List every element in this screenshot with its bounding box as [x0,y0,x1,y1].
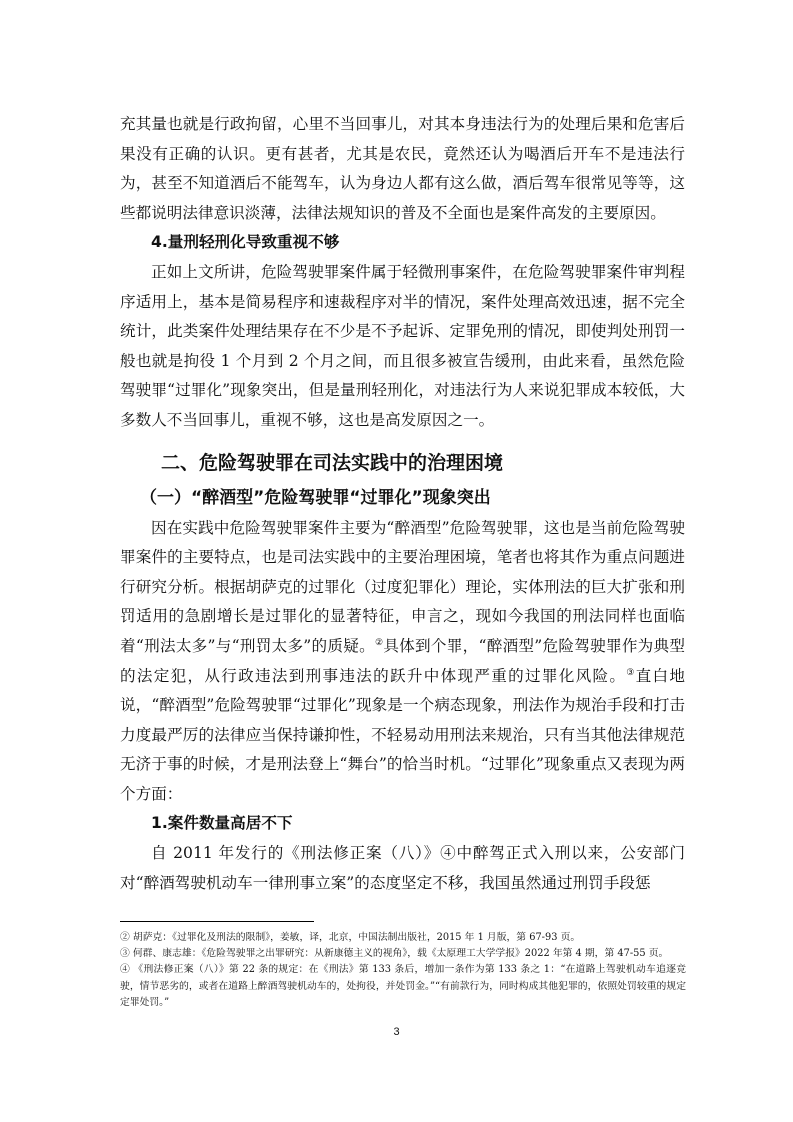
footnote-ref-2[interactable]: ② [374,637,384,648]
footnote-ref-3[interactable]: ③ [626,667,636,678]
subheading-sentencing-leniency: 4.量刑轻刑化导致重视不够 [151,233,340,252]
section-heading: 二、危险驾驶罪在司法实践中的治理困境 [161,451,504,474]
footnotes [120,930,686,1011]
paragraph-text-c: 直白地说，“醉酒型”危险驾驶罪“过罪化”现象是一个病态现象，刑法作为规治手段和打击力度最严厉的法律应当保持谦抑性，不轻易动用刑法来规治，只有当其他法律规范无济于事的时候，才是刑法登上“舞台”的恰当时机。“过罪化”现象重点又表现为两个方面： [120,666,685,803]
paragraph-sentencing: 正如上文所讲，危险驾驶罪案件属于轻微刑事案件，在危险驾驶罪案件审判程序适用上，基本是简易程序和速裁程序对半的情况，案件处理高效迅速，据不完全统计，此类案件处理结果存在不少是不予起诉、定罪免刑的情况，即使判处刑罚一般也就是拘役 1 个月到 2 个月之间，而且很多被宣告缓刑，由此来看，虽然危险驾驶罪“过罪化”现象突出，但是量刑轻刑化，对违法行为人来说犯罪成本较低，大多数人不当回事儿，重视不够，这也是高发原因之一。 [120,262,685,429]
footnote-4: ④ 《刑法修正案（八）》第 22 条的规定：在《刑法》第 133 条后，增加一条作为第 133 条之 1：“在道路上驾驶机动车追逐竞驶，情节恶劣的，或者在道路上醉酒驾驶机动车的，处拘役，并处罚金。”“有前款行为，同时构成其他犯罪的，依照处罚较重的规定定罪处罚。” [120,964,686,1008]
paragraph-text-b: 具体到个罪，“醉酒型”危险驾驶罪作为典型的法定犯，从行政违法到刑事违法的跃升中体现严重的过罪化风险。 [120,636,685,685]
paragraph-text-a: 因在实践中危险驾驶罪案件主要为“醉酒型”危险驾驶罪，这也是当前危险驾驶罪案件的主要特点，也是司法实践中的主要治理困境，笔者也将其作为重点问题进行研究分析。根据胡萨克的过罪化（过度犯罪化）理论，实体刑法的巨大扩张和刑罚适用的急剧增长是过罪化的显著特征，申言之，现如今我国的刑法同样也面临着“刑法太多”与“刑罚太多”的质疑。 [120,518,685,655]
body-text [120,110,685,898]
footnote-2: ② 胡萨克：《过罪化及刑法的限制》，姜敏，译，北京，中国法制出版社，2015 年 1 月版，第 67-93 页。 [120,932,581,943]
paragraph-over-criminalization [120,514,685,810]
page-number: 3 [393,1026,400,1038]
subheading-case-numbers: 1.案件数量高居不下 [151,814,293,833]
subsection-heading: （一）“醉酒型”危险驾驶罪“过罪化”现象突出 [140,487,491,508]
footnote-divider [120,921,314,922]
paragraph-case-numbers: 自 2011 年发行的《刑法修正案（八）》④中醉驾正式入刑以来，公安部门对“醉酒驾驶机动车一律刑事立案”的态度坚定不移，我国虽然通过刑罚手段惩 [120,844,685,892]
paragraph-continuation: 充其量也就是行政拘留，心里不当回事儿，对其本身违法行为的处理后果和危害后果没有正确的认识。更有甚者，尤其是农民，竟然还认为喝酒后开车不是违法行为，甚至不知道酒后不能驾车，认为身边人都有这么做，酒后驾车很常见等等，这些都说明法律意识淡薄，法律法规知识的普及不全面也是案件高发的主要原因。 [120,115,685,222]
footnote-3: ③ 何群、康志雄：《危险驾驶罪之出罪研究：从新康德主义的视角》，载《太原理工大学学报》2022 年第 4 期，第 47-55 页。 [120,948,669,960]
